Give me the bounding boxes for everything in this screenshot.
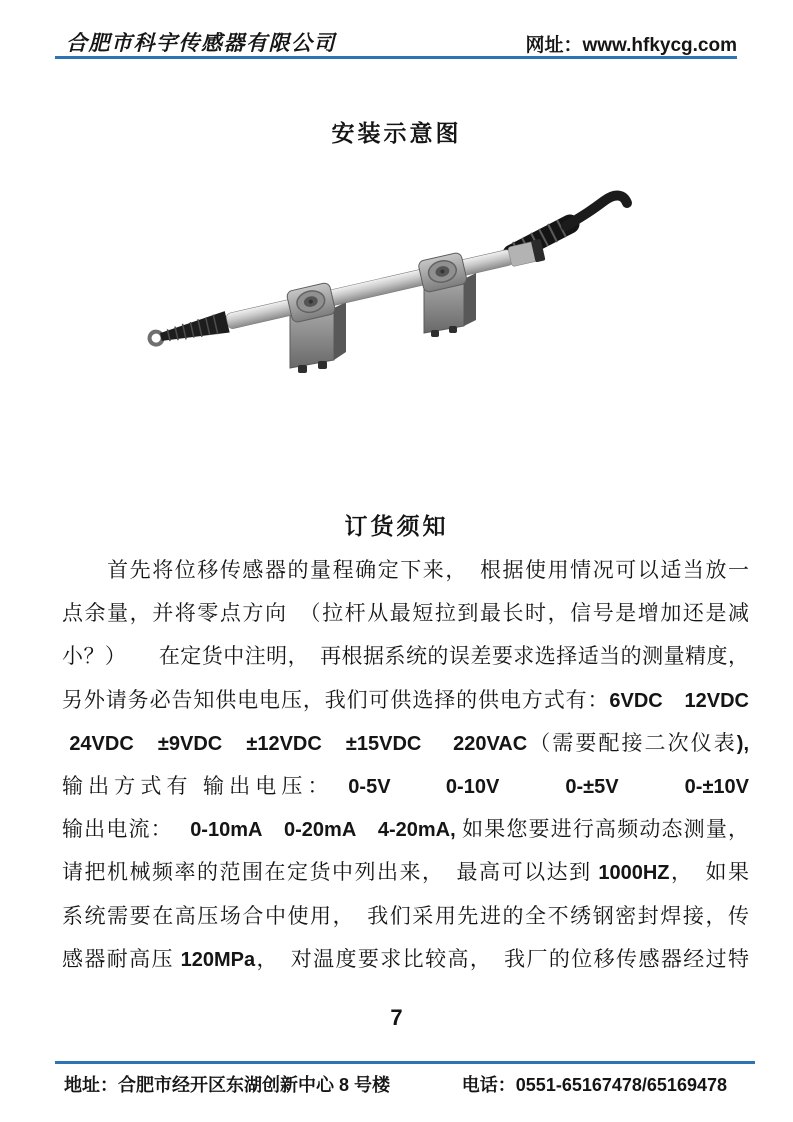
order-paragraph (62, 549, 749, 981)
install-diagram-title: 安装示意图 (331, 120, 462, 146)
paragraph-line: 请把机械频率的范围在定货中列出来， 最高可以达到 1000HZ， 如果 (62, 860, 750, 885)
sensor-installation-figure (140, 180, 660, 380)
address-label: 地址： (64, 1075, 118, 1095)
footer-divider (55, 1061, 755, 1064)
footer-address (64, 1071, 390, 1097)
paragraph-line: 感器耐高压 120MPa， 对温度要求比较高， 我厂的位移传感器经过特 (62, 946, 749, 971)
header-divider (55, 56, 737, 59)
website-line (525, 30, 737, 57)
paragraph-line: 小？） 在定货中注明， 再根据系统的误差要求选择适当的测量精度， (62, 644, 749, 669)
company-name: 合肥市科宇传感器有限公司 (66, 31, 336, 55)
paragraph-line: 首先将位移传感器的量程确定下来， 根据使用情况可以适当放一 (62, 558, 749, 582)
paragraph-line: 系统需要在高压场合中使用， 我们采用先进的全不绣钢密封焊接，传 (62, 903, 749, 928)
page-footer (64, 1071, 727, 1097)
website-label: 网址： (525, 35, 583, 56)
sensor-rod (146, 234, 546, 355)
page-number: 7 (390, 1005, 403, 1030)
phone-label: 电话： (461, 1075, 516, 1095)
paragraph-line: 点余量，并将零点方向 （拉杆从最短拉到最长时，信号是增加还是减 (62, 601, 749, 626)
address-value: 合肥市经开区东湖创新中心 8 号楼 (118, 1075, 391, 1095)
paragraph-line: 另外请务必告知供电电压，我们可供选择的供电方式有：6VDC 12VDC (62, 687, 750, 712)
paragraph-line: 24VDC ±9VDC ±12VDC ±15VDC 220VAC（需要配接二次仪表), (69, 730, 749, 755)
paragraph-line: 输出电流： 0-10mA 0-20mA 4-20mA, 如果您要进行高频动态测量， (62, 817, 750, 842)
footer-phone (462, 1071, 727, 1097)
displacement-sensor-image (140, 180, 660, 380)
website-url: www.hfkycg.com (582, 35, 737, 56)
order-notes-title: 订货须知 (344, 513, 449, 539)
phone-value: 0551-65167478/65169478 (515, 1075, 727, 1095)
paragraph-line: 输出方式有 输出电压： 0-5V 0-10V 0-±5V 0-±10V (62, 773, 750, 798)
